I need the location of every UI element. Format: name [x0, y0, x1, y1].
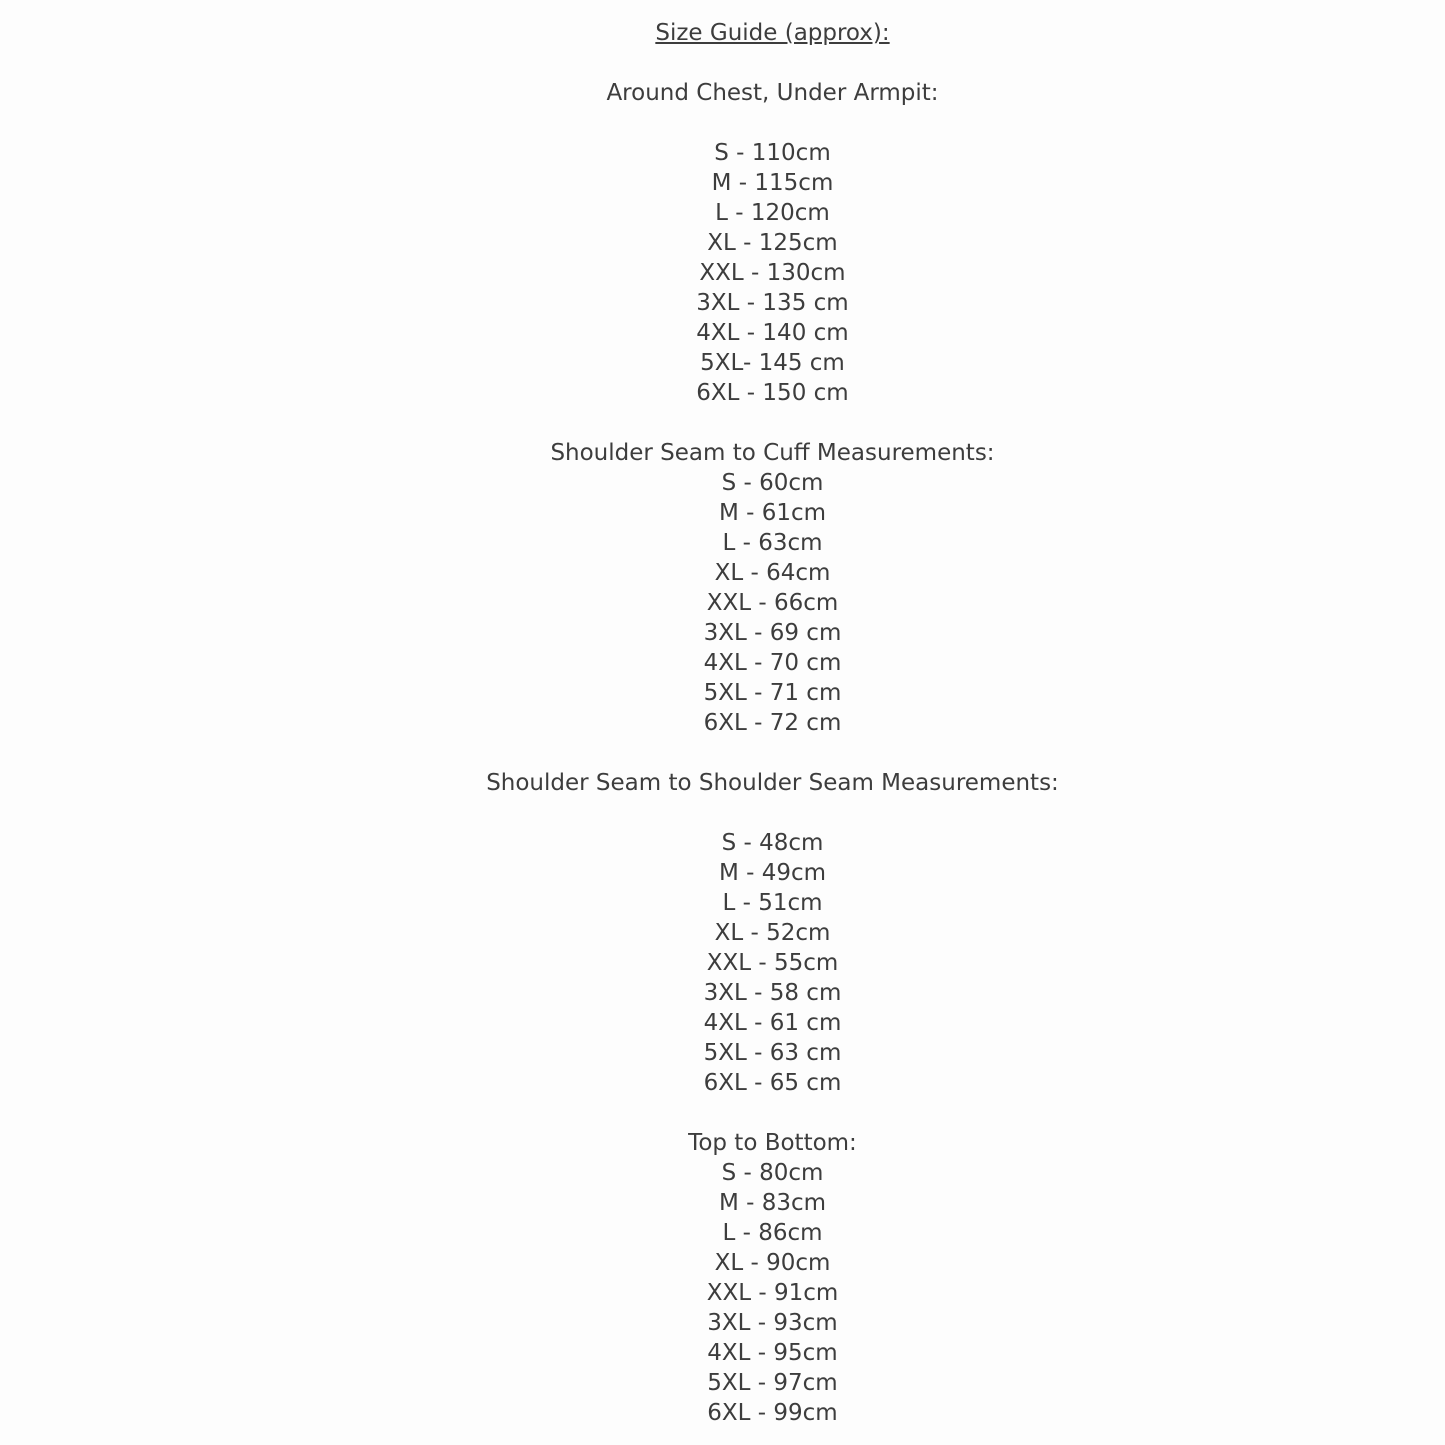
- size-row: M - 61cm: [718, 500, 827, 526]
- size-row: XXL - 91cm: [706, 1280, 839, 1306]
- section-shoulder-to-cuff: [100, 438, 1445, 738]
- size-row: S - 110cm: [714, 140, 831, 166]
- section-heading-shoulder-to-cuff: Shoulder Seam to Cuff Measurements:: [550, 440, 995, 466]
- size-row: XL - 52cm: [714, 920, 831, 946]
- size-row: XXL - 55cm: [706, 950, 839, 976]
- size-row: 6XL - 150 cm: [696, 380, 849, 406]
- size-row: 3XL - 69 cm: [703, 620, 842, 646]
- size-row: S - 80cm: [721, 1160, 824, 1186]
- section-around-chest: [100, 78, 1445, 408]
- section-heading-shoulder-to-shoulder: Shoulder Seam to Shoulder Seam Measurements:: [486, 770, 1059, 796]
- size-row: S - 60cm: [721, 470, 824, 496]
- section-top-to-bottom: [100, 1128, 1445, 1428]
- section-heading-around-chest: Around Chest, Under Armpit:: [606, 80, 939, 106]
- section-shoulder-to-shoulder: [100, 768, 1445, 1098]
- size-row: 3XL - 58 cm: [703, 980, 842, 1006]
- size-row: M - 83cm: [718, 1190, 827, 1216]
- size-list-shoulder-to-cuff: [100, 468, 1445, 738]
- size-row: L - 63cm: [722, 530, 823, 556]
- size-row: L - 120cm: [715, 200, 830, 226]
- size-row: 4XL - 95cm: [707, 1340, 838, 1366]
- size-list-top-to-bottom: [100, 1158, 1445, 1428]
- size-list-shoulder-to-shoulder: [100, 828, 1445, 1098]
- size-row: 5XL - 63 cm: [703, 1040, 842, 1066]
- size-row: 5XL - 71 cm: [703, 680, 842, 706]
- size-row: 4XL - 61 cm: [703, 1010, 842, 1036]
- size-row: XL - 90cm: [714, 1250, 831, 1276]
- size-row: 5XL- 145 cm: [700, 350, 845, 376]
- size-row: 4XL - 140 cm: [696, 320, 849, 346]
- size-row: 6XL - 72 cm: [703, 710, 842, 736]
- size-row: 3XL - 93cm: [707, 1310, 838, 1336]
- size-row: M - 115cm: [711, 170, 834, 196]
- size-row: XL - 125cm: [707, 230, 838, 256]
- size-row: 6XL - 99cm: [707, 1400, 838, 1426]
- page-title: Size Guide (approx):: [655, 20, 890, 46]
- size-row: S - 48cm: [721, 830, 824, 856]
- size-row: XXL - 66cm: [706, 590, 839, 616]
- size-row: L - 51cm: [722, 890, 823, 916]
- section-heading-top-to-bottom: Top to Bottom:: [688, 1130, 857, 1156]
- size-row: XL - 64cm: [714, 560, 831, 586]
- size-row: 5XL - 97cm: [707, 1370, 838, 1396]
- size-guide-document: [100, 18, 1445, 1428]
- size-row: 6XL - 65 cm: [703, 1070, 842, 1096]
- size-row: M - 49cm: [718, 860, 827, 886]
- size-list-around-chest: [100, 138, 1445, 408]
- size-row: XXL - 130cm: [699, 260, 846, 286]
- size-row: L - 86cm: [722, 1220, 823, 1246]
- size-row: 3XL - 135 cm: [696, 290, 849, 316]
- size-row: 4XL - 70 cm: [703, 650, 842, 676]
